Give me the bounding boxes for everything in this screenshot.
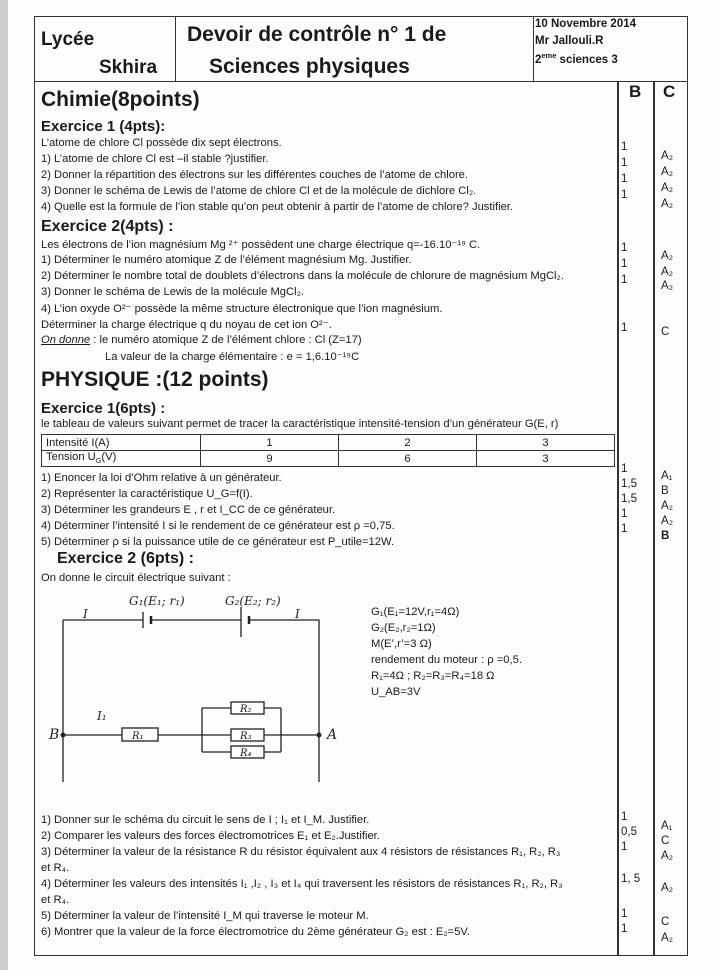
given-g1: G₁(E₁=12V,r₁=4Ω) xyxy=(371,606,460,618)
column-divider-c xyxy=(653,82,655,955)
physique-ex2-q6: 6) Montrer que la valeur de la force électromotrice du 2ème générateur G₂ est : E₂=5V. xyxy=(41,926,470,938)
physique-ex1-q4: 4) Déterminer l’intensité I si le rendement de ce générateur est ρ =0,75. xyxy=(41,520,395,532)
exam-date: 10 Novembre 2014 xyxy=(535,18,637,30)
score-b: 0,5 xyxy=(621,826,637,838)
competence-c: A₂ xyxy=(661,150,674,162)
competence-c: A₁ xyxy=(661,820,673,832)
label-i-left: I xyxy=(83,607,88,621)
competence-c: C xyxy=(661,916,670,928)
label-r3: R₃ xyxy=(240,731,252,742)
score-b: 1 xyxy=(621,322,628,334)
score-b: 1 xyxy=(621,908,628,920)
column-divider-b xyxy=(617,82,619,955)
teacher-name: Mr Jallouli.R xyxy=(535,35,604,47)
chimie-ex1-q1: 1) L’atome de chlore Cl est –il stable ?justifier. xyxy=(41,153,269,165)
circuit-diagram xyxy=(45,582,355,782)
score-b: 1 xyxy=(621,923,628,935)
score-b: 1 xyxy=(621,141,628,153)
chimie-ex2-q4b: Déterminer la charge électrique q du noyau de cet ion O²⁻. xyxy=(41,319,332,331)
node-a xyxy=(317,733,321,737)
physique-ex1-title: Exercice 1(6pts) : xyxy=(41,400,166,417)
chimie-ex2-q3: 3) Donner le schéma de Lewis de la molécule MgCl₂. xyxy=(41,286,305,298)
label-i-right: I xyxy=(295,607,300,621)
competence-c: A₂ xyxy=(661,166,674,178)
score-b: 1, 5 xyxy=(621,873,641,885)
physique-ex2-q4b: et R₄. xyxy=(41,894,70,906)
physique-ex1-q2: 2) Représenter la caractéristique U_G=f(I). xyxy=(41,488,253,500)
row-label: Tension $U_G(V)$ xyxy=(42,451,201,467)
chimie-ex1-title: Exercice 1 (4pts): xyxy=(41,118,166,135)
chimie-ex2-intro: Les électrons de l’ion magnésium Mg ²⁺ possèdent une charge électrique q=-16.10⁻¹⁹ C. xyxy=(41,239,481,251)
competence-c: A₂ xyxy=(661,515,674,527)
score-b: 1 xyxy=(621,463,628,475)
node-b xyxy=(61,733,65,737)
given-uab: U_AB=3V xyxy=(371,686,421,698)
score-b: 1 xyxy=(621,258,628,270)
chimie-ex2-given2: La valeur de la charge élémentaire : e = 1,6.10⁻¹⁹C xyxy=(105,351,360,363)
competence-c: A₂ xyxy=(661,250,674,262)
competence-c: A₂ xyxy=(661,266,674,278)
label-r4: R₄ xyxy=(240,748,252,759)
score-b: 1 xyxy=(621,508,628,520)
exam-title: Devoir de contrôle n° 1 de xyxy=(187,23,447,46)
chimie-ex1-intro: L’atome de chlore Cl possède dix sept électrons. xyxy=(41,137,282,149)
score-b: 1 xyxy=(621,242,628,254)
competence-c: A₂ xyxy=(661,850,674,862)
chimie-ex2-title: Exercice 2(4pts) : xyxy=(41,218,174,235)
table-cell: 9 xyxy=(201,451,339,467)
physique-ex1-q3: 3) Déterminer les grandeurs E , r et I_CC de ce générateur. xyxy=(41,504,336,516)
given-motor: M(E’,r’=3 Ω) xyxy=(371,638,432,650)
chimie-ex1-q4: 4) Quelle est la formule de l’ion stable qu’on peut obtenir à partir de l’atome de chlore? Justifier. xyxy=(41,201,514,213)
physique-ex2-intro: On donne le circuit électrique suivant : xyxy=(41,572,231,584)
chimie-ex2-q2: 2) Déterminer le nombre total de doublets d’électrons dans la molécule de chlorure de magnésium MgCl₂. xyxy=(41,270,564,282)
physique-ex2-q3b: et R₄. xyxy=(41,862,70,874)
label-g2: G₂(E₂; r₂) xyxy=(225,594,281,608)
scan-edge xyxy=(0,0,8,970)
score-b: 1 xyxy=(621,523,628,535)
label-i1: I₁ xyxy=(97,709,107,723)
physique-ex2-q1: 1) Donner sur le schéma du circuit le sens de I ; I₁ et I_M. Justifier. xyxy=(41,814,370,826)
values-table xyxy=(41,434,615,467)
score-b: 1 xyxy=(621,841,628,853)
score-b: 1 xyxy=(621,157,628,169)
competence-c: A₂ xyxy=(661,280,674,292)
competence-c: A₂ xyxy=(661,882,674,894)
chimie-ex2-q1: 1) Déterminer le numéro atomique Z de l’élément magnésium Mg. Justifier. xyxy=(41,254,412,266)
column-header-c: C xyxy=(663,82,676,101)
competence-c: C xyxy=(661,326,670,338)
physique-ex2-q4a: 4) Déterminer les valeurs des intensités I₁ ,I₂ , I₃ et I₄ qui traversent les résistors de résistances R₁, R₂, R₃ xyxy=(41,878,563,890)
score-b: 1 xyxy=(621,274,628,286)
table-cell: 3 xyxy=(477,435,615,451)
label-node-b: B xyxy=(49,727,60,743)
score-b: 1,5 xyxy=(621,478,637,490)
table-cell: 1 xyxy=(201,435,339,451)
table-cell: 3 xyxy=(477,451,615,467)
school-city: Skhira xyxy=(99,57,158,78)
competence-c: B xyxy=(661,530,670,542)
table-cell: 2 xyxy=(339,435,477,451)
physique-ex2-title: Exercice 2 (6pts) : xyxy=(57,550,194,567)
physique-ex2-q3a: 3) Déterminer la valeur de la résistance R du résistor équivalent aux 4 résistors de résistances R₁, R₂, R₃ xyxy=(41,846,561,858)
given-rendement: rendement du moteur : ρ =0,5. xyxy=(371,654,522,666)
label-node-a: A xyxy=(327,727,338,743)
score-b: 1 xyxy=(621,811,628,823)
competence-c: B xyxy=(661,485,669,497)
score-b: 1 xyxy=(621,189,628,201)
competence-c: A₁ xyxy=(661,470,673,482)
chimie-title: Chimie(8points) xyxy=(41,88,200,111)
class-name: 2eme sciences 3 xyxy=(535,51,618,66)
physique-ex1-q5: 5) Déterminer ρ si la puissance utile de ce générateur est P_utile=12W. xyxy=(41,536,395,548)
exam-sheet xyxy=(34,16,688,956)
given-resistances: R₁=4Ω ; R₂=R₃=R₄=18 Ω xyxy=(371,670,495,682)
table-row xyxy=(42,451,615,467)
chimie-ex1-q2: 2) Donner la répartition des électrons sur les différentes couches de l’atome de chlore. xyxy=(41,169,469,181)
physique-title: PHYSIQUE :(12 points) xyxy=(41,368,269,391)
title-cell xyxy=(175,17,534,81)
school-name: Lycée xyxy=(41,29,95,50)
exam-subject: Sciences physiques xyxy=(209,55,410,78)
chimie-ex2-q4a: 4) L’ion oxyde O²⁻ possède la même structure électronique que l’ion magnésium. xyxy=(41,303,443,315)
score-b: 1,5 xyxy=(621,493,637,505)
row-label: Intensité I(A) xyxy=(42,435,201,451)
table-cell: 6 xyxy=(339,451,477,467)
header xyxy=(35,17,687,82)
table-row xyxy=(42,435,615,451)
info-cell xyxy=(533,17,687,81)
exam-body xyxy=(35,82,687,955)
competence-c: A₂ xyxy=(661,932,674,944)
physique-ex2-q2: 2) Comparer les valeurs des forces électromotrices E₁ et E₂.Justifier. xyxy=(41,830,380,842)
label-g1: G₁(E₁; r₁) xyxy=(129,594,185,608)
circuit-wires xyxy=(63,620,319,782)
given-g2: G₂(E₂,r₂=1Ω) xyxy=(371,622,436,634)
competence-c: A₂ xyxy=(661,182,674,194)
label-r1: R₁ xyxy=(132,731,144,742)
physique-ex1-q1: 1) Enoncer la loi d’Ohm relative à un générateur. xyxy=(41,472,282,484)
school-cell xyxy=(35,17,176,81)
competence-c: C xyxy=(661,835,670,847)
competence-c: A₂ xyxy=(661,500,674,512)
score-b: 1 xyxy=(621,173,628,185)
physique-ex2-q5: 5) Déterminer la valeur de l’intensité I_M qui traverse le moteur M. xyxy=(41,910,369,922)
physique-ex1-intro: le tableau de valeurs suivant permet de tracer la caractéristique intensité-tension d’un générateur G(E, r) xyxy=(41,418,559,430)
chimie-ex1-q3: 3) Donner le schéma de Lewis de l’atome de chlore Cl et de la molécule de dichlore Cl₂. xyxy=(41,185,477,197)
column-header-b: B xyxy=(629,82,642,101)
chimie-ex2-given1: On donne : le numéro atomique Z de l’élément chlore : Cl (Z=17) xyxy=(41,334,362,346)
label-r2: R₂ xyxy=(240,704,252,715)
competence-c: A₂ xyxy=(661,198,674,210)
